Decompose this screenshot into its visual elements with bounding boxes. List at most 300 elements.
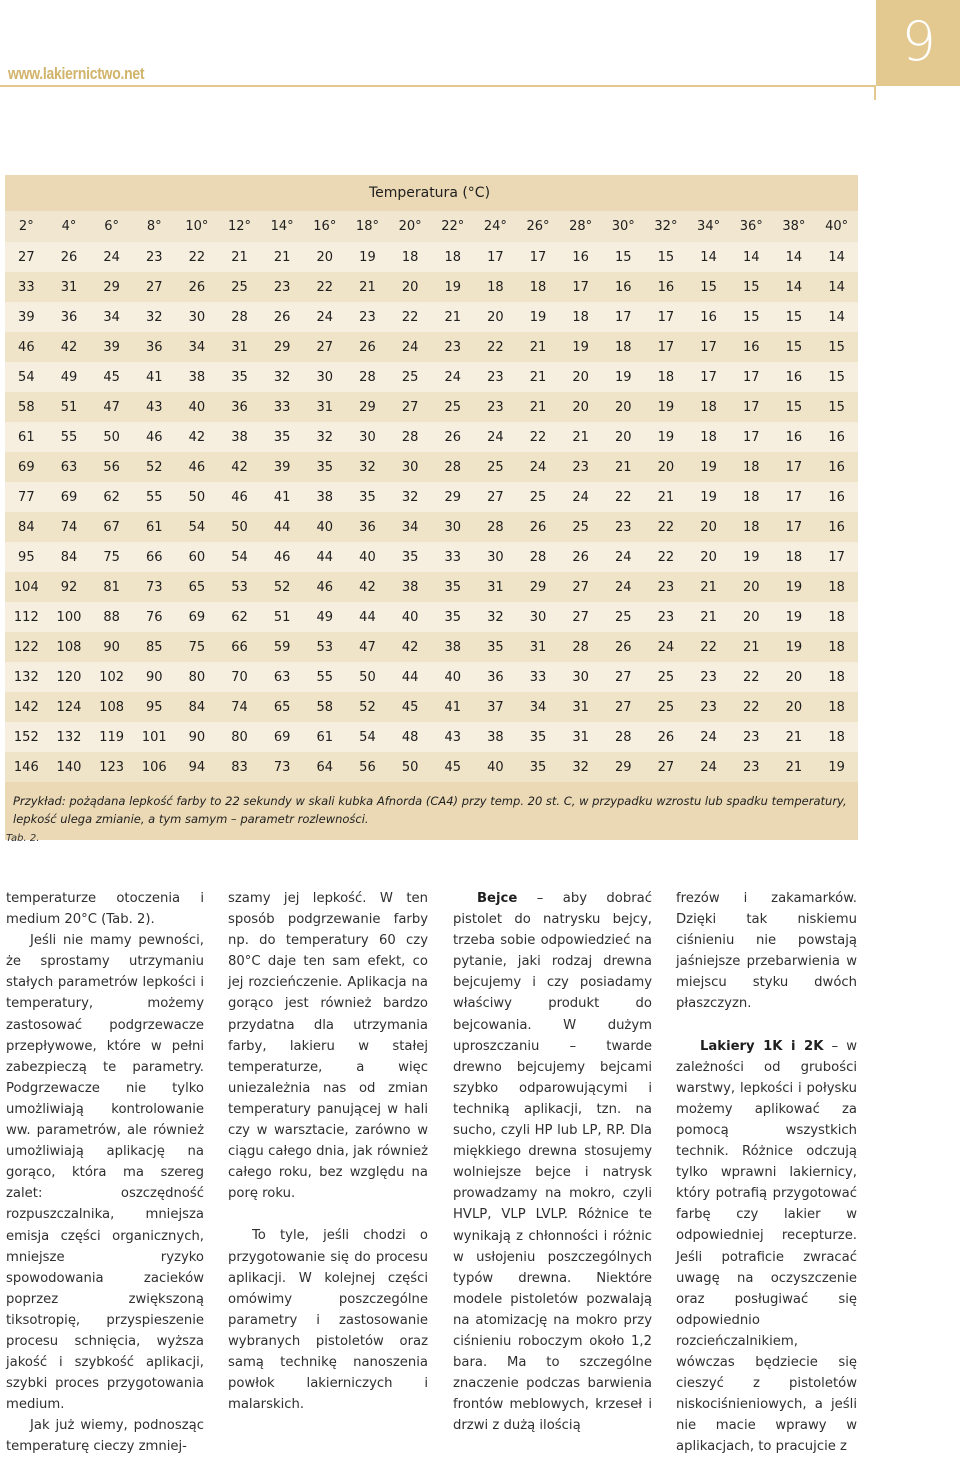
table-cell: 40 bbox=[303, 512, 346, 542]
table-cell: 21 bbox=[602, 452, 645, 482]
table-cell: 65 bbox=[261, 692, 304, 722]
table-cell: 16 bbox=[815, 482, 858, 512]
table-cell: 32 bbox=[559, 752, 602, 782]
table-cell: 23 bbox=[133, 242, 176, 272]
table-cell: 23 bbox=[346, 302, 389, 332]
table-cell: 45 bbox=[431, 752, 474, 782]
table-cell: 24 bbox=[687, 722, 730, 752]
table-cell: 27 bbox=[559, 572, 602, 602]
table-cell: 27 bbox=[133, 272, 176, 302]
table-cell: 33 bbox=[261, 392, 304, 422]
table-cell: 17 bbox=[773, 512, 816, 542]
table-cell: 124 bbox=[48, 692, 91, 722]
table-cell: 95 bbox=[133, 692, 176, 722]
table-cell: 14 bbox=[815, 272, 858, 302]
table-cell: 18 bbox=[517, 272, 560, 302]
section-heading-lakiery: Lakiery 1K i 2K bbox=[700, 1038, 824, 1054]
table-cell: 140 bbox=[48, 752, 91, 782]
table-cell: 31 bbox=[303, 392, 346, 422]
table-cell: 22 bbox=[474, 332, 517, 362]
table-cell: 48 bbox=[389, 722, 432, 752]
table-cell: 38 bbox=[474, 722, 517, 752]
table-cell: 20 bbox=[602, 422, 645, 452]
temperature-header-cell: 6° bbox=[90, 211, 133, 242]
table-cell: 39 bbox=[90, 332, 133, 362]
temperature-header-cell: 28° bbox=[559, 211, 602, 242]
table-cell: 46 bbox=[261, 542, 304, 572]
table-cell: 24 bbox=[517, 452, 560, 482]
table-cell: 17 bbox=[730, 392, 773, 422]
table-cell: 53 bbox=[303, 632, 346, 662]
table-row bbox=[5, 392, 858, 422]
table-cell: 32 bbox=[346, 452, 389, 482]
table-cell: 28 bbox=[559, 632, 602, 662]
table-cell: 42 bbox=[218, 452, 261, 482]
table-cell: 16 bbox=[773, 362, 816, 392]
table-row bbox=[5, 512, 858, 542]
site-url[interactable]: www.lakiernictwo.net bbox=[8, 64, 145, 83]
page-number: 9 bbox=[901, 10, 936, 73]
table-cell: 35 bbox=[474, 632, 517, 662]
table-cell: 22 bbox=[645, 542, 688, 572]
table-cell: 29 bbox=[517, 572, 560, 602]
table-cell: 25 bbox=[431, 392, 474, 422]
paragraph: temperaturze otoczenia i medium 20°C (Tab. 2). bbox=[6, 891, 204, 928]
text-column-1 bbox=[6, 888, 204, 1458]
table-cell: 76 bbox=[133, 602, 176, 632]
table-cell: 17 bbox=[687, 332, 730, 362]
temperature-header-cell: 8° bbox=[133, 211, 176, 242]
table-cell: 14 bbox=[730, 242, 773, 272]
table-cell: 38 bbox=[218, 422, 261, 452]
table-cell: 21 bbox=[517, 362, 560, 392]
table-cell: 40 bbox=[474, 752, 517, 782]
table-note: Przykład: pożądana lepkość farby to 22 sekundy w skali kubka Afnorda (CA4) przy temp. 20 st. C, w przypadku wzrostu lub spadku temperatury, lepkość ulega zmianie, a tym samym – parametr rozlewności. bbox=[5, 782, 858, 840]
table-cell: 14 bbox=[815, 242, 858, 272]
table-cell: 20 bbox=[687, 512, 730, 542]
table-cell: 35 bbox=[517, 722, 560, 752]
table-cell: 27 bbox=[389, 392, 432, 422]
temperature-header-cell: 32° bbox=[645, 211, 688, 242]
table-cell: 15 bbox=[773, 392, 816, 422]
table-row bbox=[5, 242, 858, 272]
table-cell: 49 bbox=[303, 602, 346, 632]
table-cell: 18 bbox=[730, 452, 773, 482]
temperature-header-cell: 26° bbox=[517, 211, 560, 242]
table-cell: 29 bbox=[261, 332, 304, 362]
table-cell: 69 bbox=[48, 482, 91, 512]
table-cell: 28 bbox=[602, 722, 645, 752]
table-cell: 31 bbox=[517, 632, 560, 662]
table-cell: 62 bbox=[218, 602, 261, 632]
table-cell: 132 bbox=[48, 722, 91, 752]
table-cell: 34 bbox=[517, 692, 560, 722]
table-cell: 14 bbox=[687, 242, 730, 272]
table-cell: 14 bbox=[815, 302, 858, 332]
section-heading-bejce: Bejce bbox=[477, 891, 518, 906]
paragraph: Jak już wiemy, podnosząc temperaturę cieczy zmniej- bbox=[6, 1418, 204, 1455]
table-cell: 20 bbox=[303, 242, 346, 272]
table-cell: 27 bbox=[602, 692, 645, 722]
table-cell: 66 bbox=[133, 542, 176, 572]
table-cell: 24 bbox=[645, 632, 688, 662]
table-cell: 22 bbox=[730, 692, 773, 722]
table-cell: 22 bbox=[517, 422, 560, 452]
table-row bbox=[5, 662, 858, 692]
table-row bbox=[5, 572, 858, 602]
table-cell: 40 bbox=[431, 662, 474, 692]
table-cell: 92 bbox=[48, 572, 91, 602]
table-cell: 27 bbox=[559, 602, 602, 632]
table-cell: 50 bbox=[389, 752, 432, 782]
table-title: Temperatura (°C) bbox=[5, 175, 858, 211]
table-cell: 18 bbox=[730, 512, 773, 542]
table-cell: 40 bbox=[176, 392, 219, 422]
table-cell: 28 bbox=[218, 302, 261, 332]
table-cell: 28 bbox=[431, 452, 474, 482]
viscosity-table bbox=[5, 175, 858, 840]
table-cell: 33 bbox=[517, 662, 560, 692]
table-cell: 24 bbox=[303, 302, 346, 332]
table-cell: 52 bbox=[346, 692, 389, 722]
temperature-header-cell: 30° bbox=[602, 211, 645, 242]
table-cell: 38 bbox=[389, 572, 432, 602]
table-cell: 26 bbox=[517, 512, 560, 542]
table-cell: 56 bbox=[346, 752, 389, 782]
table-cell: 69 bbox=[5, 452, 48, 482]
table-cell: 36 bbox=[133, 332, 176, 362]
temperature-header-cell: 24° bbox=[474, 211, 517, 242]
temperature-header-cell: 34° bbox=[687, 211, 730, 242]
table-cell: 20 bbox=[773, 692, 816, 722]
table-cell: 52 bbox=[133, 452, 176, 482]
table-cell: 36 bbox=[218, 392, 261, 422]
table-cell: 23 bbox=[730, 752, 773, 782]
paragraph: szamy jej lepkość. W ten sposób podgrzewanie farby np. do temperatury 60 czy 80°C daje ten sam efekt, co jej rozcieńczenie. Aplikacja na gorąco jest również bardzo przydatna dla utrzymania farby, lakieru w stałej temperaturze, a więc uniezależnia nas od zmian temperatury panującej w hali czy w warsztacie, zarówno w ciągu całego dnia, jak również całego roku, bez względu na porę roku. bbox=[228, 891, 428, 1202]
table-cell: 95 bbox=[5, 542, 48, 572]
table-cell: 26 bbox=[176, 272, 219, 302]
table-cell: 21 bbox=[346, 272, 389, 302]
table-cell: 18 bbox=[559, 302, 602, 332]
table-cell: 23 bbox=[431, 332, 474, 362]
table-cell: 27 bbox=[5, 242, 48, 272]
table-cell: 19 bbox=[431, 272, 474, 302]
table-cell: 28 bbox=[474, 512, 517, 542]
table-cell: 74 bbox=[218, 692, 261, 722]
table-cell: 25 bbox=[645, 662, 688, 692]
temperature-header-cell: 18° bbox=[346, 211, 389, 242]
table-cell: 22 bbox=[645, 512, 688, 542]
table-cell: 108 bbox=[90, 692, 133, 722]
table-cell: 23 bbox=[645, 572, 688, 602]
table-cell: 20 bbox=[730, 572, 773, 602]
table-row bbox=[5, 272, 858, 302]
temperature-header-cell: 4° bbox=[48, 211, 91, 242]
table-row bbox=[5, 602, 858, 632]
table-cell: 17 bbox=[687, 362, 730, 392]
table-row bbox=[5, 332, 858, 362]
table-cell: 18 bbox=[815, 722, 858, 752]
table-cell: 56 bbox=[90, 452, 133, 482]
table-cell: 50 bbox=[218, 512, 261, 542]
table-row bbox=[5, 422, 858, 452]
table-cell: 19 bbox=[773, 572, 816, 602]
table-cell: 19 bbox=[687, 482, 730, 512]
table-cell: 21 bbox=[730, 632, 773, 662]
table-row bbox=[5, 482, 858, 512]
table-cell: 21 bbox=[773, 752, 816, 782]
table-cell: 21 bbox=[645, 482, 688, 512]
table-cell: 55 bbox=[48, 422, 91, 452]
table-cell: 19 bbox=[602, 362, 645, 392]
table-cell: 15 bbox=[687, 272, 730, 302]
table-cell: 24 bbox=[602, 572, 645, 602]
table-cell: 54 bbox=[346, 722, 389, 752]
table-cell: 35 bbox=[346, 482, 389, 512]
table-caption: Tab. 2. bbox=[6, 833, 40, 844]
table-cell: 33 bbox=[5, 272, 48, 302]
table-cell: 17 bbox=[773, 452, 816, 482]
table-cell: 70 bbox=[218, 662, 261, 692]
table-cell: 55 bbox=[133, 482, 176, 512]
text-column-3 bbox=[453, 888, 652, 1436]
table-cell: 21 bbox=[431, 302, 474, 332]
table-cell: 25 bbox=[218, 272, 261, 302]
table-cell: 28 bbox=[346, 362, 389, 392]
table-cell: 31 bbox=[474, 572, 517, 602]
table-cell: 35 bbox=[218, 362, 261, 392]
table-cell: 69 bbox=[261, 722, 304, 752]
table-cell: 17 bbox=[730, 362, 773, 392]
temperature-header-cell: 12° bbox=[218, 211, 261, 242]
table-cell: 22 bbox=[687, 632, 730, 662]
table-cell: 29 bbox=[346, 392, 389, 422]
table-cell: 67 bbox=[90, 512, 133, 542]
table-cell: 40 bbox=[389, 602, 432, 632]
temperature-header-cell: 2° bbox=[5, 211, 48, 242]
table-cell: 123 bbox=[90, 752, 133, 782]
table-cell: 17 bbox=[815, 542, 858, 572]
table-cell: 21 bbox=[559, 422, 602, 452]
table-cell: 84 bbox=[48, 542, 91, 572]
table-cell: 21 bbox=[687, 572, 730, 602]
paragraph: Bejce – aby dobrać pistolet do natrysku bejcy, trzeba sobie odpowiedzieć na pytanie, jaki rodzaj drewna bejcujemy i czy posiadamy właściwy produkt do bejcowania. W dużym uproszczaniu – twarde drewno bejcujemy bejcami szybko odparowującymi i techniką aplikacji, tzn. na sucho, czyli HP lub LP, RP. Dla miękkiego drewna stosujemy wolniejsze bejce i natrysk prowadzamy na mokro, czyli HVLP, VLP LVLP. Różnice te wynikają z chłonności i różnic w usłojeniu poszczególnych typów drewna. Niektóre modele pistoletów pozwalają na atomizację na mokro przy ciśnieniu roboczym około 1,2 bara. Ma to szczególne znaczenie podczas barwienia frontów meblowych, krzeseł i drzwi z dużą ilością bbox=[453, 891, 652, 1434]
table-cell: 60 bbox=[176, 542, 219, 572]
table-cell: 38 bbox=[431, 632, 474, 662]
table-cell: 15 bbox=[730, 272, 773, 302]
table-cell: 19 bbox=[559, 332, 602, 362]
table-cell: 50 bbox=[90, 422, 133, 452]
table-cell: 42 bbox=[346, 572, 389, 602]
table-cell: 24 bbox=[559, 482, 602, 512]
table-cell: 22 bbox=[602, 482, 645, 512]
table-cell: 21 bbox=[517, 392, 560, 422]
table-cell: 36 bbox=[346, 512, 389, 542]
table-cell: 23 bbox=[602, 512, 645, 542]
table-cell: 42 bbox=[48, 332, 91, 362]
table-cell: 19 bbox=[517, 302, 560, 332]
table-cell: 38 bbox=[303, 482, 346, 512]
table-cell: 16 bbox=[815, 422, 858, 452]
table-cell: 46 bbox=[5, 332, 48, 362]
table-cell: 31 bbox=[559, 722, 602, 752]
table-row bbox=[5, 452, 858, 482]
table-cell: 23 bbox=[261, 272, 304, 302]
table-cell: 15 bbox=[602, 242, 645, 272]
table-cell: 35 bbox=[517, 752, 560, 782]
table-cell: 18 bbox=[687, 422, 730, 452]
table-cell: 31 bbox=[218, 332, 261, 362]
table-cell: 31 bbox=[48, 272, 91, 302]
table-row bbox=[5, 362, 858, 392]
table-cell: 50 bbox=[346, 662, 389, 692]
table-cell: 101 bbox=[133, 722, 176, 752]
table-cell: 18 bbox=[687, 392, 730, 422]
table-cell: 20 bbox=[559, 362, 602, 392]
table-cell: 15 bbox=[730, 302, 773, 332]
table-cell: 17 bbox=[645, 332, 688, 362]
table-cell: 34 bbox=[90, 302, 133, 332]
table-cell: 40 bbox=[346, 542, 389, 572]
table-cell: 17 bbox=[730, 422, 773, 452]
table-cell: 18 bbox=[815, 692, 858, 722]
table-cell: 44 bbox=[261, 512, 304, 542]
temperature-header-cell: 20° bbox=[389, 211, 432, 242]
table-cell: 30 bbox=[431, 512, 474, 542]
table-cell: 17 bbox=[773, 482, 816, 512]
table-cell: 20 bbox=[645, 452, 688, 482]
table-cell: 18 bbox=[389, 242, 432, 272]
table-cell: 24 bbox=[90, 242, 133, 272]
table-cell: 53 bbox=[218, 572, 261, 602]
table-cell: 30 bbox=[559, 662, 602, 692]
table-cell: 16 bbox=[602, 272, 645, 302]
table-cell: 122 bbox=[5, 632, 48, 662]
table-cell: 18 bbox=[431, 242, 474, 272]
table-cell: 74 bbox=[48, 512, 91, 542]
table-cell: 18 bbox=[815, 572, 858, 602]
table-cell: 50 bbox=[176, 482, 219, 512]
table-cell: 25 bbox=[602, 602, 645, 632]
table-cell: 16 bbox=[645, 272, 688, 302]
table-cell: 24 bbox=[389, 332, 432, 362]
table-cell: 32 bbox=[389, 482, 432, 512]
table-row bbox=[5, 542, 858, 572]
table-cell: 19 bbox=[346, 242, 389, 272]
table-cell: 33 bbox=[431, 542, 474, 572]
table-cell: 119 bbox=[90, 722, 133, 752]
table-cell: 37 bbox=[474, 692, 517, 722]
table-cell: 58 bbox=[303, 692, 346, 722]
table-cell: 32 bbox=[261, 362, 304, 392]
table-cell: 65 bbox=[176, 572, 219, 602]
table-cell: 19 bbox=[687, 452, 730, 482]
table-cell: 35 bbox=[261, 422, 304, 452]
table-cell: 22 bbox=[730, 662, 773, 692]
table-cell: 19 bbox=[773, 602, 816, 632]
table-cell: 81 bbox=[90, 572, 133, 602]
table-cell: 32 bbox=[133, 302, 176, 332]
table-cell: 90 bbox=[90, 632, 133, 662]
table-cell: 104 bbox=[5, 572, 48, 602]
temperature-header-cell: 36° bbox=[730, 211, 773, 242]
table-cell: 35 bbox=[431, 572, 474, 602]
table-cell: 25 bbox=[517, 482, 560, 512]
temperature-header-cell: 16° bbox=[303, 211, 346, 242]
table-cell: 120 bbox=[48, 662, 91, 692]
table-cell: 25 bbox=[474, 452, 517, 482]
table-cell: 30 bbox=[303, 362, 346, 392]
table-cell: 83 bbox=[218, 752, 261, 782]
table-cell: 18 bbox=[815, 662, 858, 692]
table-cell: 20 bbox=[559, 392, 602, 422]
table-cell: 20 bbox=[687, 542, 730, 572]
text-column-2 bbox=[228, 888, 428, 1415]
table-cell: 63 bbox=[48, 452, 91, 482]
table-cell: 21 bbox=[773, 722, 816, 752]
table-cell: 90 bbox=[176, 722, 219, 752]
table-cell: 46 bbox=[218, 482, 261, 512]
table-cell: 14 bbox=[773, 242, 816, 272]
table-cell: 21 bbox=[517, 332, 560, 362]
table-cell: 17 bbox=[559, 272, 602, 302]
viscosity-rows bbox=[5, 242, 858, 782]
table-cell: 22 bbox=[176, 242, 219, 272]
table-cell: 84 bbox=[5, 512, 48, 542]
table-cell: 18 bbox=[474, 272, 517, 302]
table-cell: 24 bbox=[687, 752, 730, 782]
table-row bbox=[5, 722, 858, 752]
table-cell: 17 bbox=[474, 242, 517, 272]
table-cell: 29 bbox=[90, 272, 133, 302]
table-cell: 25 bbox=[645, 692, 688, 722]
table-cell: 41 bbox=[261, 482, 304, 512]
table-cell: 21 bbox=[687, 602, 730, 632]
table-cell: 38 bbox=[176, 362, 219, 392]
table-cell: 24 bbox=[602, 542, 645, 572]
header-rule-corner bbox=[874, 86, 876, 100]
table-cell: 20 bbox=[474, 302, 517, 332]
table-cell: 58 bbox=[5, 392, 48, 422]
table-cell: 80 bbox=[176, 662, 219, 692]
table-cell: 132 bbox=[5, 662, 48, 692]
table-cell: 146 bbox=[5, 752, 48, 782]
table-cell: 80 bbox=[218, 722, 261, 752]
temperature-header-cell: 10° bbox=[176, 211, 219, 242]
table-cell: 77 bbox=[5, 482, 48, 512]
table-cell: 28 bbox=[389, 422, 432, 452]
table-cell: 35 bbox=[431, 602, 474, 632]
table-cell: 43 bbox=[133, 392, 176, 422]
table-cell: 22 bbox=[389, 302, 432, 332]
table-cell: 30 bbox=[389, 452, 432, 482]
table-cell: 18 bbox=[773, 542, 816, 572]
table-cell: 21 bbox=[218, 242, 261, 272]
table-cell: 61 bbox=[133, 512, 176, 542]
table-cell: 84 bbox=[176, 692, 219, 722]
table-cell: 20 bbox=[602, 392, 645, 422]
table-cell: 31 bbox=[559, 692, 602, 722]
table-cell: 102 bbox=[90, 662, 133, 692]
table-cell: 54 bbox=[176, 512, 219, 542]
table-cell: 32 bbox=[303, 422, 346, 452]
table-cell: 22 bbox=[303, 272, 346, 302]
table-cell: 26 bbox=[559, 542, 602, 572]
table-cell: 41 bbox=[133, 362, 176, 392]
table-cell: 23 bbox=[645, 602, 688, 632]
table-cell: 19 bbox=[730, 542, 773, 572]
table-row bbox=[5, 752, 858, 782]
